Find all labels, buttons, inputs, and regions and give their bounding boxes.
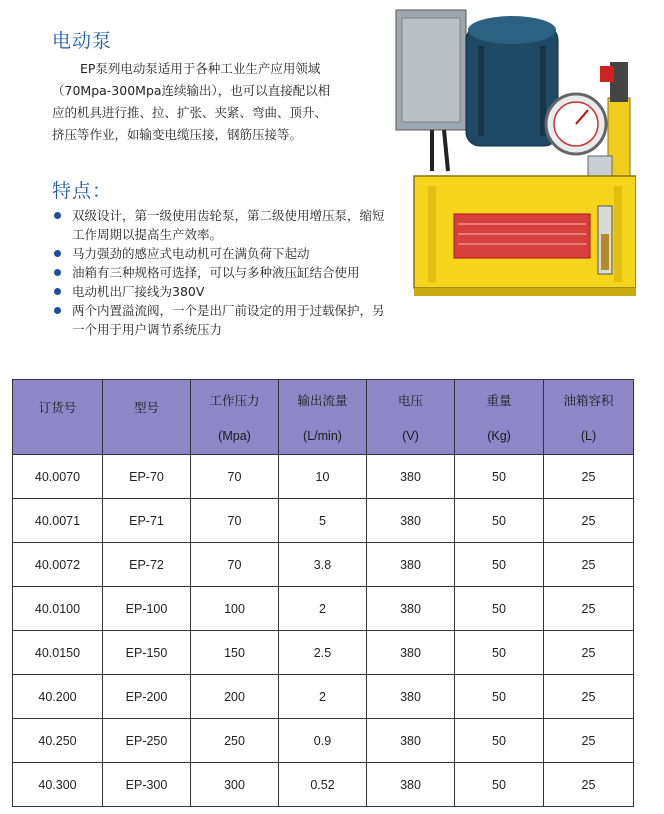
table-cell: 380 [367,631,455,675]
header-cell: 电压 (V) [367,380,455,455]
table-cell: 25 [544,631,634,675]
table-cell: 50 [455,763,544,807]
table-cell: 0.52 [279,763,367,807]
table-cell: 40.250 [13,719,103,763]
page-title: 电动泵 [52,30,113,52]
table-cell: 25 [544,455,634,499]
feature-item: 电动机出厂接线为380V [50,282,390,301]
table-cell: 380 [367,587,455,631]
table-cell: 380 [367,455,455,499]
spec-table [12,379,634,807]
table-cell: 200 [191,675,279,719]
table-row [13,675,634,719]
table-cell: 25 [544,675,634,719]
table-cell: 40.0070 [13,455,103,499]
table-cell: 70 [191,499,279,543]
table-cell: 40.0150 [13,631,103,675]
header-cell: 型号 [103,380,191,455]
table-cell: EP-71 [103,499,191,543]
table-cell: 50 [455,675,544,719]
feature-item: 双级设计，第一级使用齿轮泵，第二级使用增压泵，缩短工作周期以提高生产效率。 [50,206,390,244]
table-row [13,543,634,587]
header-cell: 订货号 [13,380,103,455]
table-cell: EP-250 [103,719,191,763]
features-list [50,206,390,339]
table-cell: 25 [544,763,634,807]
table-cell: 100 [191,587,279,631]
feature-item: 马力强劲的感应式电动机可在满负荷下起动 [50,244,390,263]
feature-item: 两个内置溢流阀，一个是出厂前设定的用于过载保护，另一个用于用户调节系统压力 [50,301,390,339]
table-cell: 3.8 [279,543,367,587]
table-cell: 380 [367,719,455,763]
table-cell: 380 [367,543,455,587]
table-cell: 25 [544,719,634,763]
table-cell: 250 [191,719,279,763]
table-cell: 50 [455,587,544,631]
feature-item: 油箱有三种规格可选择，可以与多种液压缸结合使用 [50,263,390,282]
table-row [13,631,634,675]
table-cell: EP-70 [103,455,191,499]
table-cell: 2.5 [279,631,367,675]
table-cell: 0.9 [279,719,367,763]
table-cell: 2 [279,587,367,631]
table-cell: EP-72 [103,543,191,587]
table-cell: EP-100 [103,587,191,631]
table-cell: 50 [455,631,544,675]
table-cell: 50 [455,719,544,763]
table-cell: 40.0100 [13,587,103,631]
header-cell: 油箱容积 (L) [544,380,634,455]
table-cell: 5 [279,499,367,543]
table-cell: 25 [544,587,634,631]
table-cell: EP-150 [103,631,191,675]
table-cell: 70 [191,543,279,587]
table-row [13,455,634,499]
header-cell: 重量 (Kg) [455,380,544,455]
table-row [13,719,634,763]
table-cell: EP-200 [103,675,191,719]
pump-photo [388,6,636,302]
table-cell: 25 [544,543,634,587]
table-cell: 25 [544,499,634,543]
table-cell: 40.0072 [13,543,103,587]
intro-paragraph: EP泵列电动泵适用于各种工业生产应用领域（70Mpa-300Mpa连续输出），也可以直接配以相应的机具进行推、拉、扩张、夹紧、弯曲、顶升、挤压等作业，如输变电缆压接，钢筋压接等。 [52,61,331,142]
table-cell: 380 [367,499,455,543]
table-cell: 70 [191,455,279,499]
table-cell: 10 [279,455,367,499]
table-cell: 380 [367,763,455,807]
features-heading: 特点： [52,180,113,202]
table-cell: 50 [455,499,544,543]
table-cell: 40.200 [13,675,103,719]
table-row [13,499,634,543]
table-cell: 150 [191,631,279,675]
table-cell: 40.0071 [13,499,103,543]
warning-label [454,214,590,258]
table-header-row [13,380,634,455]
table-cell: 50 [455,543,544,587]
table-cell: 300 [191,763,279,807]
table-row [13,763,634,807]
table-row [13,587,634,631]
table-cell: 50 [455,455,544,499]
header-cell: 工作压力 (Mpa) [191,380,279,455]
header-cell: 输出流量 (L/min) [279,380,367,455]
table-cell: EP-300 [103,763,191,807]
table-cell: 380 [367,675,455,719]
table-cell: 2 [279,675,367,719]
table-cell: 40.300 [13,763,103,807]
